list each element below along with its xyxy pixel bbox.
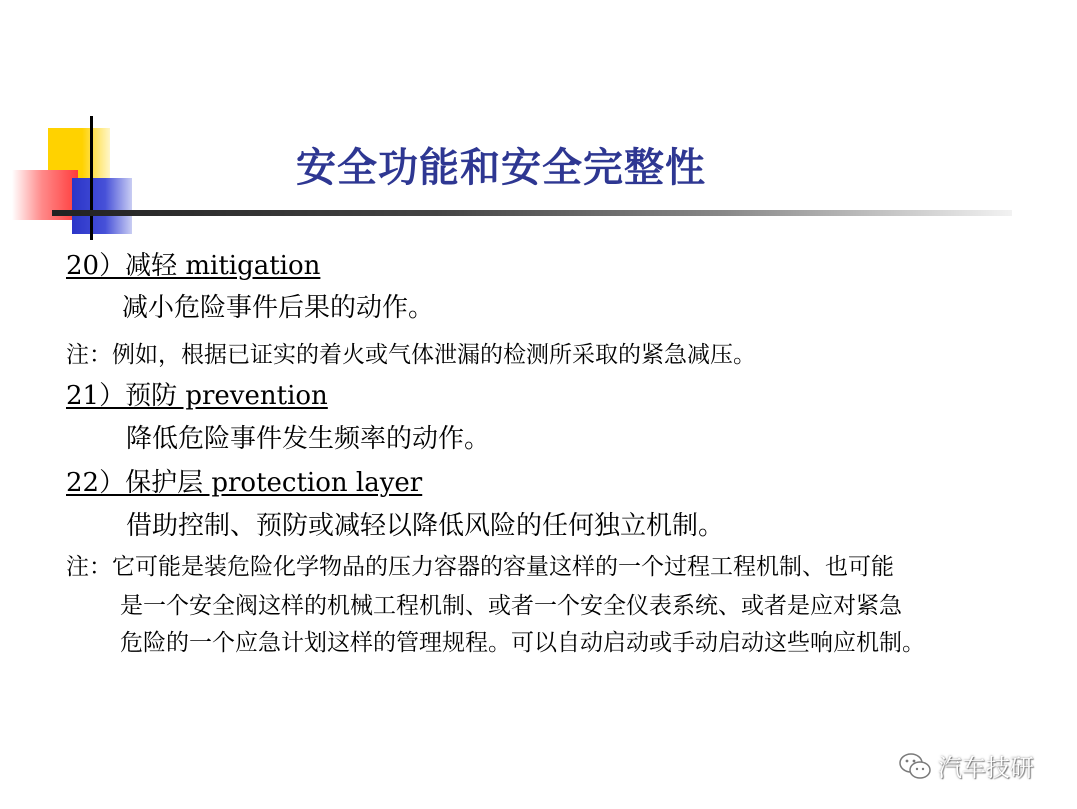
note-protection-layer-line3: 危险的一个应急计划这样的管理规程。可以自动启动或手动启动这些响应机制。 xyxy=(120,630,925,656)
definition-prevention: 降低危险事件发生频率的动作。 xyxy=(126,424,491,454)
blue-square xyxy=(72,178,132,234)
note-protection-layer-line1: 注：它可能是装危险化学物品的压力容器的容量这样的一个过程工程机制、也可能 xyxy=(66,554,894,580)
note-protection-layer-line2: 是一个安全阀这样的机械工程机制、或者一个安全仪表系统、或者是应对紧急 xyxy=(120,593,902,619)
vertical-rule xyxy=(90,116,93,240)
slide-title: 安全功能和安全完整性 xyxy=(296,144,706,191)
wechat-icon xyxy=(898,751,932,781)
note-mitigation: 注：例如，根据已证实的着火或气体泄漏的检测所采取的紧急减压。 xyxy=(66,342,756,368)
term-mitigation: 20）减轻 mitigation xyxy=(66,251,321,281)
definition-mitigation: 减小危险事件后果的动作。 xyxy=(122,293,435,323)
watermark-text: 汽车技研 xyxy=(938,754,1034,782)
watermark xyxy=(898,748,1034,783)
title-underline-rule xyxy=(52,210,1012,216)
definition-protection-layer: 借助控制、预防或减轻以降低风险的任何独立机制。 xyxy=(126,511,725,541)
term-prevention: 21）预防 prevention xyxy=(66,381,328,411)
term-protection-layer: 22）保护层 protection layer xyxy=(66,468,423,498)
